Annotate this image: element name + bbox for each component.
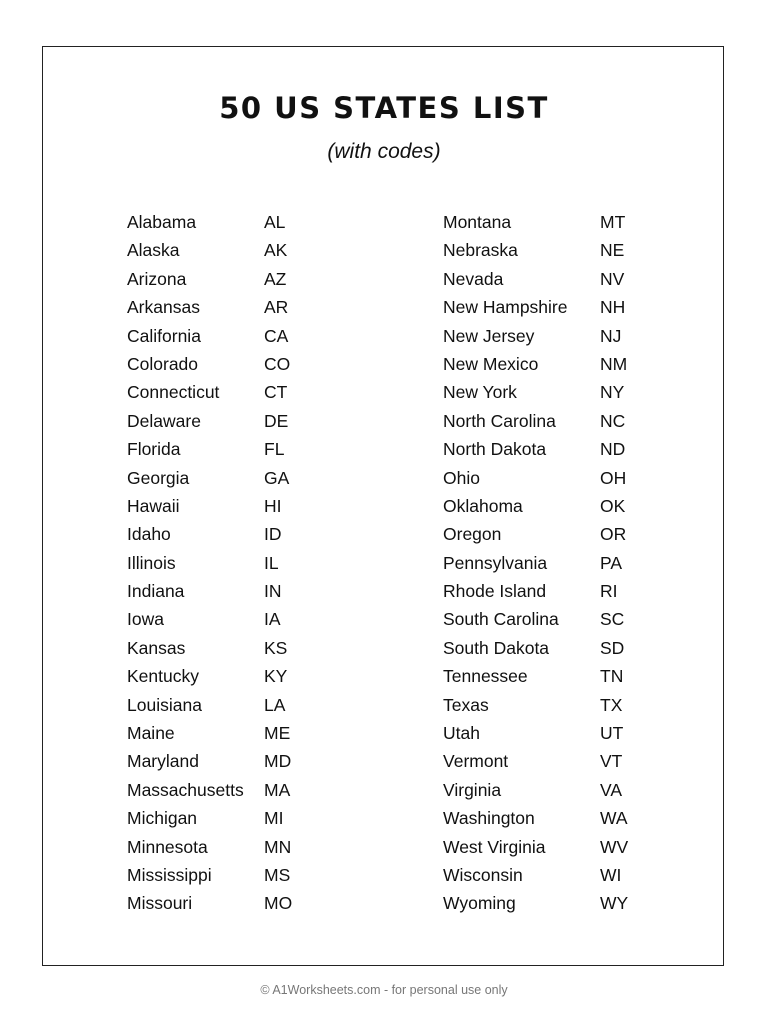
state-name: North Dakota <box>443 439 547 460</box>
state-code: NJ <box>600 325 622 346</box>
state-code: KY <box>264 666 288 687</box>
state-code: PA <box>600 552 623 573</box>
state-code: AK <box>264 240 288 261</box>
state-row <box>127 889 292 917</box>
state-row <box>443 322 628 350</box>
state-name: Michigan <box>127 808 198 829</box>
state-row <box>443 719 628 747</box>
state-name: New Jersey <box>443 325 535 346</box>
state-name: Pennsylvania <box>443 552 548 573</box>
state-code: CA <box>264 325 289 346</box>
state-code: AZ <box>264 268 287 289</box>
state-name: South Dakota <box>443 637 550 658</box>
state-code: OH <box>600 467 627 488</box>
state-code: IL <box>264 552 279 573</box>
state-row <box>127 861 292 889</box>
state-code: NH <box>600 297 626 318</box>
state-code: FL <box>264 439 285 460</box>
state-row <box>127 719 292 747</box>
state-code: VT <box>600 751 623 772</box>
state-name: Vermont <box>443 751 509 772</box>
state-name: Washington <box>443 808 535 829</box>
state-code: KS <box>264 637 288 658</box>
state-row <box>127 776 292 804</box>
state-code: NM <box>600 353 628 374</box>
state-code: ND <box>600 439 626 460</box>
state-row <box>443 378 628 406</box>
page-subtitle: (with codes) <box>327 140 441 163</box>
state-name: Rhode Island <box>443 581 547 602</box>
state-name: Tennessee <box>443 666 528 687</box>
state-row <box>443 889 628 917</box>
state-row <box>127 747 292 775</box>
state-code: OK <box>600 495 626 516</box>
state-name: Illinois <box>127 552 176 573</box>
state-name: New York <box>443 382 517 403</box>
state-code: LA <box>264 694 286 715</box>
state-row <box>443 691 628 719</box>
state-name: Maine <box>127 723 175 744</box>
state-name: Nebraska <box>443 240 518 261</box>
page-title: 50 US STATES LIST <box>219 91 549 125</box>
states-list-right-column <box>443 208 628 918</box>
state-name: Idaho <box>127 524 171 545</box>
state-name: Georgia <box>127 467 190 488</box>
state-row <box>443 833 628 861</box>
state-row <box>127 350 292 378</box>
state-name: California <box>127 325 201 346</box>
states-list-left-column <box>127 208 292 918</box>
state-name: Iowa <box>127 609 164 630</box>
state-code: DE <box>264 410 289 431</box>
state-row <box>443 435 628 463</box>
state-code: OR <box>600 524 627 545</box>
state-row <box>127 662 292 690</box>
state-row <box>443 350 628 378</box>
state-row <box>443 776 628 804</box>
state-name: Arizona <box>127 268 187 289</box>
state-name: Texas <box>443 694 489 715</box>
state-name: Mississippi <box>127 864 212 885</box>
state-name: Connecticut <box>127 382 220 403</box>
state-row <box>127 378 292 406</box>
state-row <box>443 662 628 690</box>
state-row <box>127 208 292 236</box>
state-name: Montana <box>443 212 512 232</box>
state-row <box>127 435 292 463</box>
state-name: Louisiana <box>127 694 202 715</box>
state-code: IN <box>264 581 282 602</box>
state-code: HI <box>264 495 282 516</box>
state-name: Kentucky <box>127 666 199 687</box>
state-name: Alaska <box>127 240 180 261</box>
state-row <box>127 605 292 633</box>
state-name: Kansas <box>127 637 186 658</box>
state-name: Wisconsin <box>443 864 523 885</box>
state-name: Wyoming <box>443 893 516 914</box>
state-code: MT <box>600 212 626 232</box>
state-code: UT <box>600 723 624 744</box>
state-name: Oklahoma <box>443 495 523 516</box>
state-code: TX <box>600 694 623 715</box>
state-code: WI <box>600 864 622 885</box>
state-code: MI <box>264 808 284 829</box>
state-row <box>127 634 292 662</box>
state-row <box>127 322 292 350</box>
state-name: Missouri <box>127 893 193 914</box>
state-row <box>127 464 292 492</box>
state-row <box>127 407 292 435</box>
state-row <box>443 520 628 548</box>
state-row <box>443 208 628 236</box>
state-name: West Virginia <box>443 836 546 857</box>
state-row <box>443 605 628 633</box>
state-code: IA <box>264 609 281 630</box>
state-name: Colorado <box>127 353 199 374</box>
state-name: Massachusetts <box>127 779 244 800</box>
state-code: VA <box>600 779 623 800</box>
state-row <box>127 492 292 520</box>
state-row <box>127 804 292 832</box>
state-code: NY <box>600 382 625 403</box>
state-code: RI <box>600 581 618 602</box>
state-name: Arkansas <box>127 297 200 318</box>
copyright-footer: © A1Worksheets.com - for personal use only <box>260 983 508 997</box>
state-code: MN <box>264 836 292 857</box>
state-code: NC <box>600 410 626 431</box>
state-row <box>127 265 292 293</box>
state-code: WV <box>600 836 629 857</box>
state-row <box>443 492 628 520</box>
state-row <box>443 804 628 832</box>
state-row <box>443 747 628 775</box>
state-code: ME <box>264 723 291 744</box>
state-row <box>127 236 292 264</box>
state-name: North Carolina <box>443 410 556 431</box>
state-name: Maryland <box>127 751 199 772</box>
state-name: South Carolina <box>443 609 559 630</box>
state-code: CO <box>264 353 291 374</box>
state-code: WY <box>600 893 629 914</box>
state-name: New Hampshire <box>443 297 568 318</box>
state-code: NV <box>600 268 625 289</box>
state-row <box>443 293 628 321</box>
state-row <box>127 577 292 605</box>
state-code: TN <box>600 666 624 687</box>
state-row <box>443 861 628 889</box>
state-row <box>443 464 628 492</box>
state-name: Florida <box>127 439 181 460</box>
state-name: Indiana <box>127 581 185 602</box>
state-name: Minnesota <box>127 836 208 857</box>
state-code: MD <box>264 751 292 772</box>
state-row <box>443 634 628 662</box>
state-row <box>443 407 628 435</box>
state-row <box>127 691 292 719</box>
state-code: WA <box>600 808 628 829</box>
state-name: Nevada <box>443 268 504 289</box>
state-code: NE <box>600 240 625 261</box>
state-name: Oregon <box>443 524 502 545</box>
state-row <box>127 293 292 321</box>
state-row <box>443 549 628 577</box>
state-code: GA <box>264 467 290 488</box>
state-code: MS <box>264 864 291 885</box>
state-name: Hawaii <box>127 495 180 516</box>
state-row <box>127 833 292 861</box>
state-code: SD <box>600 637 625 658</box>
state-name: Ohio <box>443 467 480 488</box>
state-name: Utah <box>443 723 480 744</box>
state-code: CT <box>264 382 288 403</box>
state-name: Alabama <box>127 212 197 232</box>
state-code: AL <box>264 212 286 232</box>
state-code: AR <box>264 297 289 318</box>
state-name: Delaware <box>127 410 201 431</box>
state-row <box>443 577 628 605</box>
state-row <box>127 520 292 548</box>
state-row <box>127 549 292 577</box>
state-row <box>443 236 628 264</box>
state-name: Virginia <box>443 779 502 800</box>
state-code: SC <box>600 609 625 630</box>
state-code: MO <box>264 893 293 914</box>
state-row <box>443 265 628 293</box>
state-name: New Mexico <box>443 353 539 374</box>
state-code: ID <box>264 524 282 545</box>
state-code: MA <box>264 779 291 800</box>
